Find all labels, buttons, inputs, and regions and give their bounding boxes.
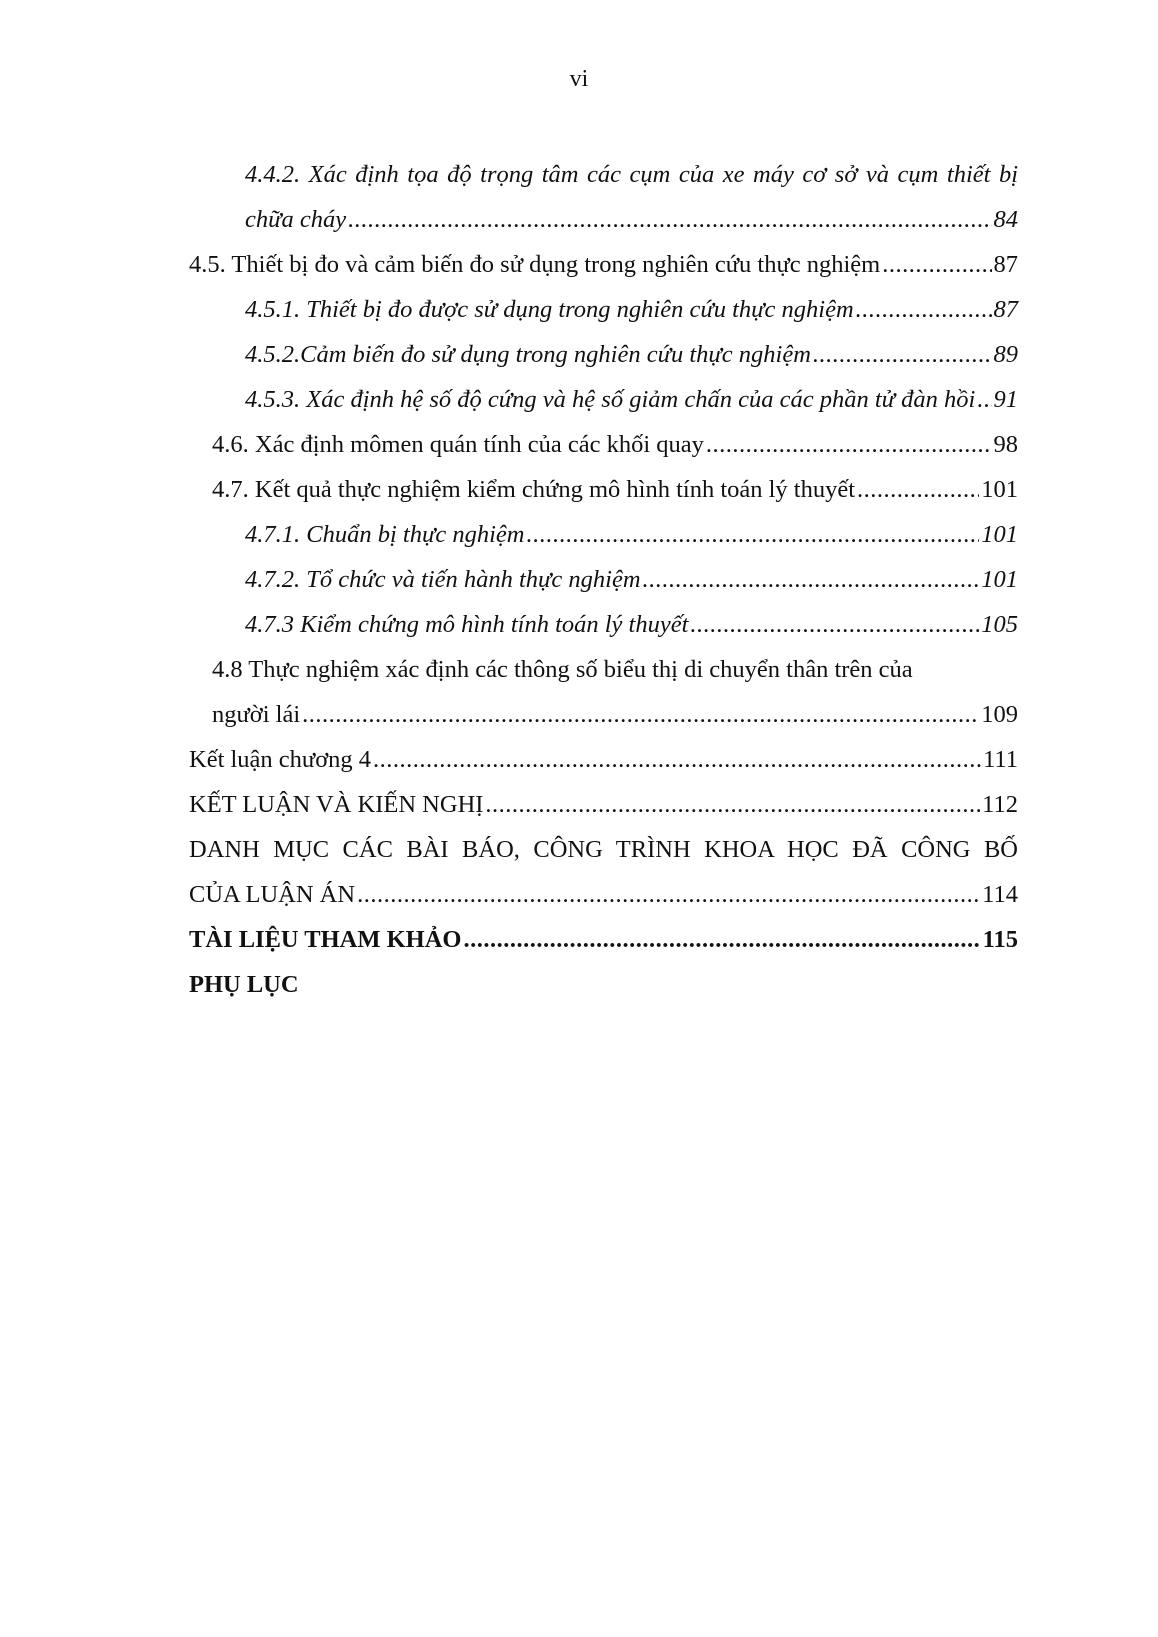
toc-row-4-7-2 [245, 557, 1018, 602]
dot-leader [373, 737, 981, 782]
toc-entry-title: 4.5. Thiết bị đo và cảm biến đo sử dụng trong nghiên cứu thực nghiệm [189, 251, 881, 278]
toc-row-phu-luc [189, 962, 1018, 1007]
toc-row-4-4-2-a [245, 152, 1018, 197]
toc-entry [189, 827, 1018, 872]
toc-entry-title: 4.7.3 Kiểm chứng mô hình tính toán lý thuyết [245, 611, 689, 638]
toc-entry-page: 87 [993, 296, 1018, 323]
toc-row-4-4-2-b [245, 197, 1018, 242]
toc-row-4-5-3 [245, 377, 1018, 422]
toc-entry-page: 111 [983, 746, 1018, 773]
dot-leader [302, 692, 979, 737]
toc-row-4-7-1 [245, 512, 1018, 557]
toc-entry-page: 101 [981, 476, 1018, 503]
toc-entry-page: 114 [982, 881, 1018, 908]
toc-row-4-5 [189, 242, 1018, 287]
dot-leader [643, 557, 980, 602]
toc-entry [189, 242, 1018, 287]
toc-entry-page: 89 [993, 341, 1018, 368]
toc-entry-title: TÀI LIỆU THAM KHẢO [189, 926, 462, 953]
dot-leader [977, 377, 991, 422]
dot-leader [357, 872, 980, 917]
toc-entry [245, 287, 1018, 332]
dot-leader [485, 782, 980, 827]
toc-row-danh-muc-a [189, 827, 1018, 872]
toc-entry [245, 152, 1018, 197]
dot-leader [690, 602, 979, 647]
page-number: vi [569, 66, 589, 92]
toc-entry-page: 101 [981, 521, 1018, 548]
toc-entry-title: 4.4.2. Xác định tọa độ trọng tâm các cụm của xe máy cơ sở và cụm thiết bị [245, 161, 1018, 188]
toc-row-4-7 [212, 467, 1018, 512]
toc-row-danh-muc-b [189, 872, 1018, 917]
toc-entry-title: DANH MỤC CÁC BÀI BÁO, CÔNG TRÌNH KHOA HỌC ĐÃ CÔNG BỐ [189, 836, 1018, 863]
toc-entry [245, 512, 1018, 557]
toc-entry [212, 692, 1018, 737]
toc-entry-title: người lái [212, 701, 301, 728]
toc-entry-title: 4.7.1. Chuẩn bị thực nghiệm [245, 521, 525, 548]
dot-leader [526, 512, 979, 557]
toc-entry [189, 962, 1018, 1007]
toc-entry-title: 4.5.1. Thiết bị đo được sử dụng trong nghiên cứu thực nghiệm [245, 296, 854, 323]
toc-entry [189, 782, 1018, 827]
toc-entry [245, 197, 1018, 242]
toc-row-4-6 [212, 422, 1018, 467]
toc-entry [245, 332, 1018, 377]
toc-row-ket-luan-kien-nghi [189, 782, 1018, 827]
toc-entry-page: 109 [981, 701, 1018, 728]
toc-entry-page: 87 [993, 251, 1018, 278]
toc-row-tai-lieu [189, 917, 1018, 962]
dot-leader [706, 422, 992, 467]
toc-entry [245, 377, 1018, 422]
dot-leader [882, 242, 991, 287]
toc-entry [212, 647, 1018, 692]
toc-entry-page: 84 [993, 206, 1018, 233]
toc-entry [189, 737, 1018, 782]
toc-entry-page: 112 [982, 791, 1018, 818]
dot-leader [856, 287, 992, 332]
toc-entry [189, 872, 1018, 917]
toc-entry-title: KẾT LUẬN VÀ KIẾN NGHỊ [189, 791, 484, 818]
toc-entry-title: PHỤ LỤC [189, 971, 299, 998]
toc-entry-title: CỦA LUẬN ÁN [189, 881, 356, 908]
toc-entry-title: Kết luận chương 4 [189, 746, 372, 773]
toc-row-4-8-a [212, 647, 1018, 692]
toc-entry-page: 98 [993, 431, 1018, 458]
dot-leader [464, 917, 981, 962]
toc-entry [245, 557, 1018, 602]
toc-entry-page: 91 [993, 386, 1018, 413]
toc-entry-title: 4.6. Xác định mômen quán tính của các khối quay [212, 431, 704, 458]
toc-row-4-5-1 [245, 287, 1018, 332]
dot-leader [348, 197, 991, 242]
toc-entry [212, 467, 1018, 512]
toc-entry [189, 917, 1018, 962]
toc-entry [212, 422, 1018, 467]
toc-row-4-5-2 [245, 332, 1018, 377]
toc-entry-title: 4.8 Thực nghiệm xác định các thông số biểu thị di chuyển thân trên của [212, 656, 913, 683]
toc-entry-title: 4.5.3. Xác định hệ số độ cứng và hệ số giảm chấn của các phần tử đàn hồi [245, 386, 976, 413]
toc-entry-page: 101 [981, 566, 1018, 593]
dot-leader [857, 467, 979, 512]
toc-entry-title: 4.5.2.Cảm biến đo sử dụng trong nghiên cứu thực nghiệm [245, 341, 811, 368]
table-of-contents [0, 152, 1158, 1007]
toc-entry-page: 115 [982, 926, 1018, 953]
dot-leader [813, 332, 992, 377]
toc-row-4-7-3 [245, 602, 1018, 647]
toc-entry-page: 105 [981, 611, 1018, 638]
toc-row-4-8-b [212, 692, 1018, 737]
toc-entry-title: chữa cháy [245, 206, 347, 233]
toc-entry [245, 602, 1018, 647]
toc-entry-title: 4.7.2. Tổ chức và tiến hành thực nghiệm [245, 566, 641, 593]
toc-entry-title: 4.7. Kết quả thực nghiệm kiểm chứng mô hình tính toán lý thuyết [212, 476, 856, 503]
toc-row-ket-luan-4 [189, 737, 1018, 782]
